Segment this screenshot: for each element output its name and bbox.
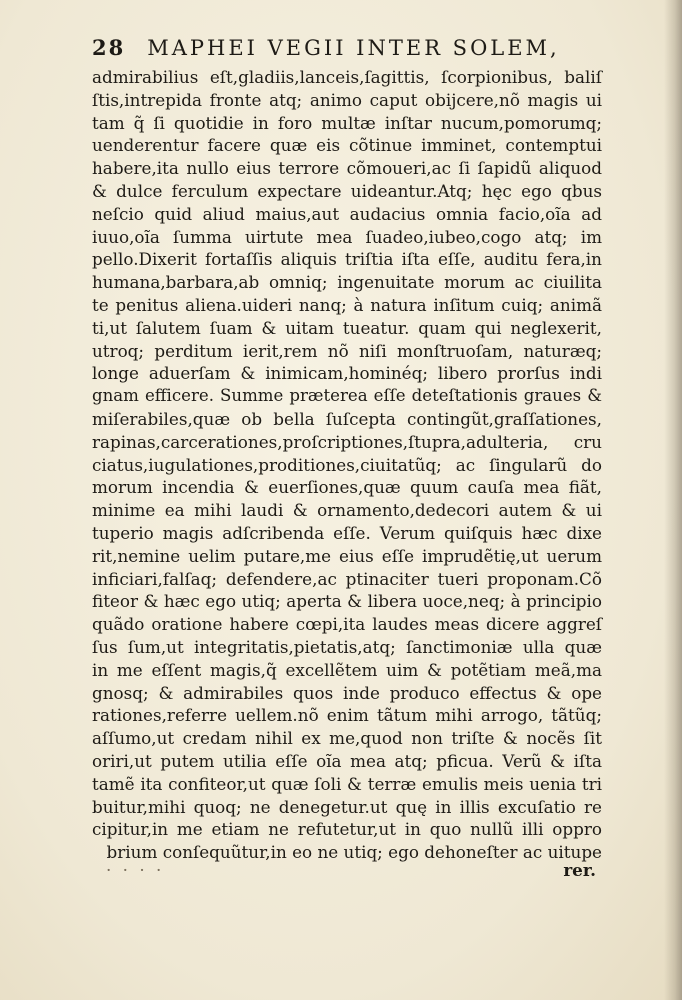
text-line: aſſumo,ut credam nihil ex me,quod non triſte & nocẽs ſit <box>92 728 602 749</box>
text-line: quãdo oratione habere cœpi,ita laudes meas dicere aggreſ <box>92 614 602 635</box>
text-line: fiteor & hæc ego utiq; aperta & libera uoce,neq; à principio <box>92 591 602 612</box>
text-line: longe aduerſam & inimicam,hominéq; libero prorſus indi <box>92 363 602 384</box>
footer-row <box>92 858 602 882</box>
text-line: brium conſequũtur,in eo ne utiq; ego dehoneſter ac uitupe <box>106 842 602 863</box>
text-line: humana,barbara,ab omniq; ingenuitate morum ac ciuilita <box>92 272 602 293</box>
text-line: ciatus,iugulationes,proditiones,ciuitatũq; ac ſingularũ do <box>92 454 602 475</box>
text-line: tuperio magis adſcribenda eſſe. Verum quiſquis hæc dixe <box>92 522 602 543</box>
text-line: habere,ita nullo eius terrore cõmoueri,ac ſi ſapidũ aliquod <box>92 158 602 179</box>
text-line: utroq; perditum ierit,rem nõ niſi monſtruoſam, naturæq; <box>92 340 602 361</box>
text-line: gnosq; & admirabiles quos inde produco effectus & ope <box>92 682 602 703</box>
text-line: iuuo,oĩa ſumma uirtute mea ſuadeo,iubeo,cogo atq; im <box>92 226 602 247</box>
page-number: 28 <box>92 35 126 60</box>
text-line: tam q̃ ſi quotidie in foro multæ inſtar nucum,pomorumq; <box>92 112 602 133</box>
text-line: uenderentur facere quæ eis cõtinue imminet, contemptui <box>92 135 602 156</box>
text-line: rationes,referre uellem.nõ enim tãtum mihi arrogo, tãtũq; <box>92 705 602 726</box>
catchword: rer. <box>563 860 596 880</box>
footer-ornament: · · · · <box>106 860 165 880</box>
text-line: ti,ut ſalutem ſuam & uitam tueatur. quam qui neglexerit, <box>92 317 602 338</box>
running-head: MAPHEI VEGII INTER SOLEM, <box>147 36 560 60</box>
text-line: cipitur,in me etiam ne refutetur,ut in quo nullũ illi oppro <box>92 819 602 840</box>
text-line: buitur,mihi quoq; ne denegetur.ut quę in illis excuſatio re <box>92 796 602 817</box>
text-line: rit,nemine uelim putare,me eius eſſe imprudẽtię,ut uerum <box>92 545 602 566</box>
text-line: & dulce ferculum expectare uideantur.Atq; hęc ego qbus <box>92 180 602 201</box>
page-gutter-shadow <box>664 0 682 1000</box>
page-header <box>92 34 612 62</box>
text-line: morum incendia & euerſiones,quæ quum cauſa mea fiãt, <box>92 477 602 498</box>
body-text <box>92 66 602 864</box>
text-line: tamẽ ita confiteor,ut quæ ſoli & terræ emulis meis uenia tri <box>92 773 602 794</box>
text-line: in me eſſent magis,q̃ excellẽtem uim & potẽtiam meã,ma <box>92 659 602 680</box>
text-line: gnam efficere. Summe præterea eſſe deteſtationis graues & <box>92 386 602 406</box>
text-line: minime ea mihi laudi & ornamento,dedecori autem & ui <box>92 500 602 521</box>
text-line: ſus ſum,ut integritatis,pietatis,atq; ſanctimoniæ ulla quæ <box>92 636 602 657</box>
text-line: oriri,ut putem utilia eſſe oĩa mea atq; pficua. Verũ & iſta <box>92 750 602 771</box>
text-line: miſerabiles,quæ ob bella ſuſcepta contingũt,graſſationes, <box>92 408 602 429</box>
text-line: ſtis,intrepida fronte atq; animo caput obijcere,nõ magis ui <box>92 89 602 110</box>
text-line: admirabilius eſt,gladiis,lanceis,ſagittis, ſcorpionibus, baliſ <box>92 67 602 87</box>
text-line: neſcio quid aliud maius,aut audacius omnia facio,oĩa ad <box>92 203 602 224</box>
text-line: inficiari,falſaq; defendere,ac ptinaciter tueri proponam.Cõ <box>92 568 602 589</box>
text-line: rapinas,carcerationes,proſcriptiones,ſtupra,adulteria, cru <box>92 431 602 452</box>
text-line: te penitus aliena.uideri nanq; à natura inſitum cuiq; animã <box>92 294 602 315</box>
text-line: pello.Dixerit fortaſſis aliquis triſtia iſta eſſe, auditu fera,in <box>92 249 602 270</box>
